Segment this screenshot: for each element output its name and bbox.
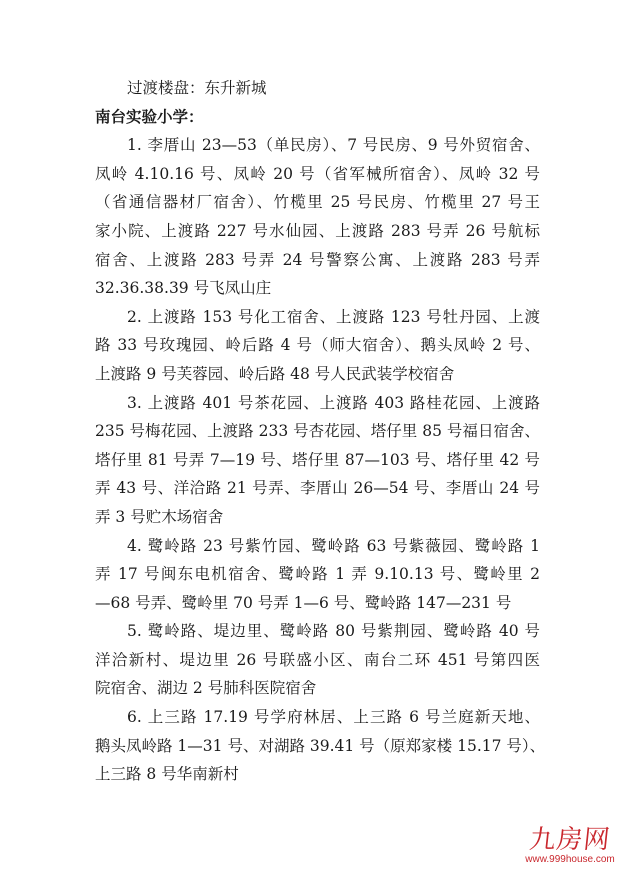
paragraph-line: 鹅头凤岭路 1—31 号、对湖路 39.41 号（原郑家楼 15.17 号）、	[95, 736, 546, 755]
paragraph-line: 弄 17 号闽东电机宿舍、鹭岭路 1 弄 9.10.13 号、鹭岭里 2	[95, 565, 540, 584]
brand-url: www.999house.com	[525, 854, 615, 865]
paragraph-item	[95, 303, 540, 389]
document-body	[95, 74, 546, 789]
watermark-logo	[520, 826, 620, 865]
paragraph-line: 洋洽新村、堤边里 26 号联盛小区、南台二环 451 号第四医	[95, 650, 540, 669]
paragraph-line: 4. 鹭岭路 23 号紫竹园、鹭岭路 63 号紫薇园、鹭岭路 1	[127, 536, 540, 555]
paragraph-line: 弄 3 号贮木场宿舍	[95, 507, 224, 526]
transition-housing-line: 过渡楼盘：东升新城	[127, 79, 267, 97]
paragraph-item	[95, 617, 540, 703]
paragraph-line: 宿舍、上渡路 283 号弄 24 号警察公寓、上渡路 283 号弄	[95, 250, 540, 269]
paragraph-item	[95, 703, 546, 789]
paragraph-list	[95, 131, 546, 789]
paragraph-line: （省通信器材厂宿舍）、竹榄里 25 号民房、竹榄里 27 号王	[95, 193, 540, 212]
paragraph-line: 凤岭 4.10.16 号、凤岭 20 号（省军械所宿舍）、凤岭 32 号	[95, 164, 540, 183]
paragraph-item	[95, 532, 540, 618]
school-heading: 南台实验小学：	[95, 107, 204, 126]
paragraph-line: 32.36.38.39 号飞凤山庄	[95, 279, 272, 298]
paragraph-line: 2. 上渡路 153 号化工宿舍、上渡路 123 号牡丹园、上渡	[127, 307, 540, 326]
paragraph-line: —68 号弄、鹭岭里 70 号弄 1—6 号、鹭岭路 147—231 号	[95, 593, 512, 612]
paragraph-line: 院宿舍、湖边 2 号肺科医院宿舍	[95, 679, 317, 698]
paragraph-line: 6. 上三路 17.19 号学府林居、上三路 6 号兰庭新天地、	[127, 708, 540, 727]
paragraph-line: 3. 上渡路 401 号茶花园、上渡路 403 路桂花园、上渡路	[127, 393, 540, 412]
paragraph-line: 5. 鹭岭路、堤边里、鹭岭路 80 号紫荆园、鹭岭路 40 号	[127, 622, 540, 641]
paragraph-line: 家小院、上渡路 227 号水仙园、上渡路 283 号弄 26 号航标	[95, 221, 540, 240]
paragraph-line: 上渡路 9 号芙蓉园、岭后路 48 号人民武装学校宿舍	[95, 364, 455, 383]
paragraph-line: 上三路 8 号华南新村	[95, 765, 239, 784]
paragraph-line: 1. 李厝山 23—53（单民房）、7 号民房、9 号外贸宿舍、	[127, 136, 540, 155]
paragraph-item	[95, 389, 540, 532]
paragraph-line: 路 33 号玫瑰园、岭后路 4 号（师大宿舍）、鹅头凤岭 2 号、	[95, 336, 540, 355]
brand-logo-mark: 九房网	[527, 825, 613, 855]
paragraph-line: 塔仔里 81 号弄 7—19 号、塔仔里 87—103 号、塔仔里 42 号	[95, 450, 540, 469]
paragraph-line: 235 号梅花园、上渡路 233 号杏花园、塔仔里 85 号福日宿舍、	[95, 422, 540, 441]
paragraph-line: 弄 43 号、洋洽路 21 号弄、李厝山 26—54 号、李厝山 24 号	[95, 479, 540, 498]
paragraph-item	[95, 131, 540, 303]
